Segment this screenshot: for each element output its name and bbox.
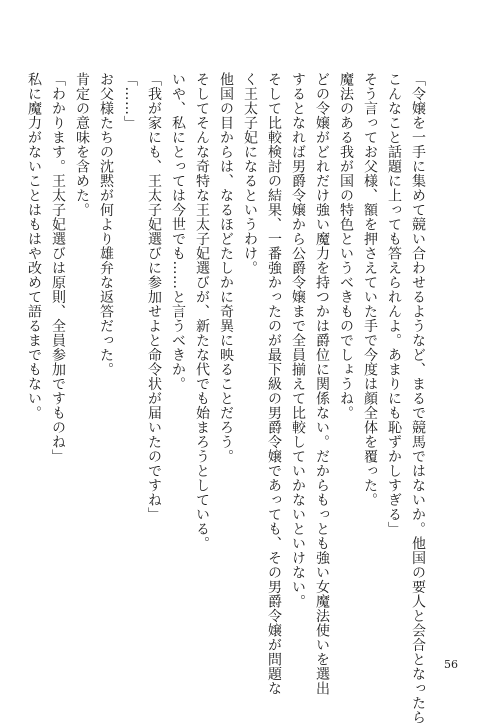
text-line: そしてそんな奇特な王太子妃選びが、新たな代でも始まろうとしている。	[194, 72, 210, 551]
text-line: 「わかります。王太子妃選びは原則、全員参加ですものね」	[50, 72, 66, 464]
text-line: 「令嬢を一手に集めて競い合わせるようなど、まるで競馬ではないか。他国の要人と会合となったら	[410, 72, 426, 725]
text-line: そう言ってお父様、額を押さえていた手で今度は顔全体を覆った。	[362, 72, 378, 507]
text-line: 魔法のある我が国の特色というべきものでしょうね。	[338, 72, 354, 420]
text-line: 「……」	[122, 72, 138, 130]
text-line: いや、私にとっては今世でも……と言うべきか。	[170, 72, 186, 391]
body-text	[22, 72, 430, 725]
text-line: 他国の目からは、なるほどたしかに奇異に映ることだろう。	[218, 72, 234, 464]
text-line: 「我が家にも、王太子妃選びに参加せよと命令状が届いたのですね」	[146, 72, 162, 522]
text-line: どの令嬢がどれだけ強い魔力を持つかは爵位に関係ない。だからもっとも強い女魔法使いを選出	[314, 72, 330, 696]
text-line: く王太子妃になるというわけ。	[242, 72, 258, 275]
text-line: 肯定の意味を含めた。	[74, 72, 90, 217]
text-line: こんなこと話題に上っても答えられんよ。あまりにも恥ずかしすぎる」	[386, 72, 402, 536]
text-line: そして比較検討の結果、一番強かったのが最下級の男爵令嬢であっても、その男爵令嬢が問題な	[266, 72, 282, 696]
page-number: 56	[444, 658, 458, 671]
text-line: 私に魔力がないことはもはや改めて語るまでもない。	[26, 72, 42, 420]
text-line: お父様たちの沈黙が何より雄弁な返答だった。	[98, 72, 114, 377]
text-line: するとなれば男爵令嬢から公爵令嬢まで全員揃えて比較していかないといけない。	[290, 72, 306, 609]
